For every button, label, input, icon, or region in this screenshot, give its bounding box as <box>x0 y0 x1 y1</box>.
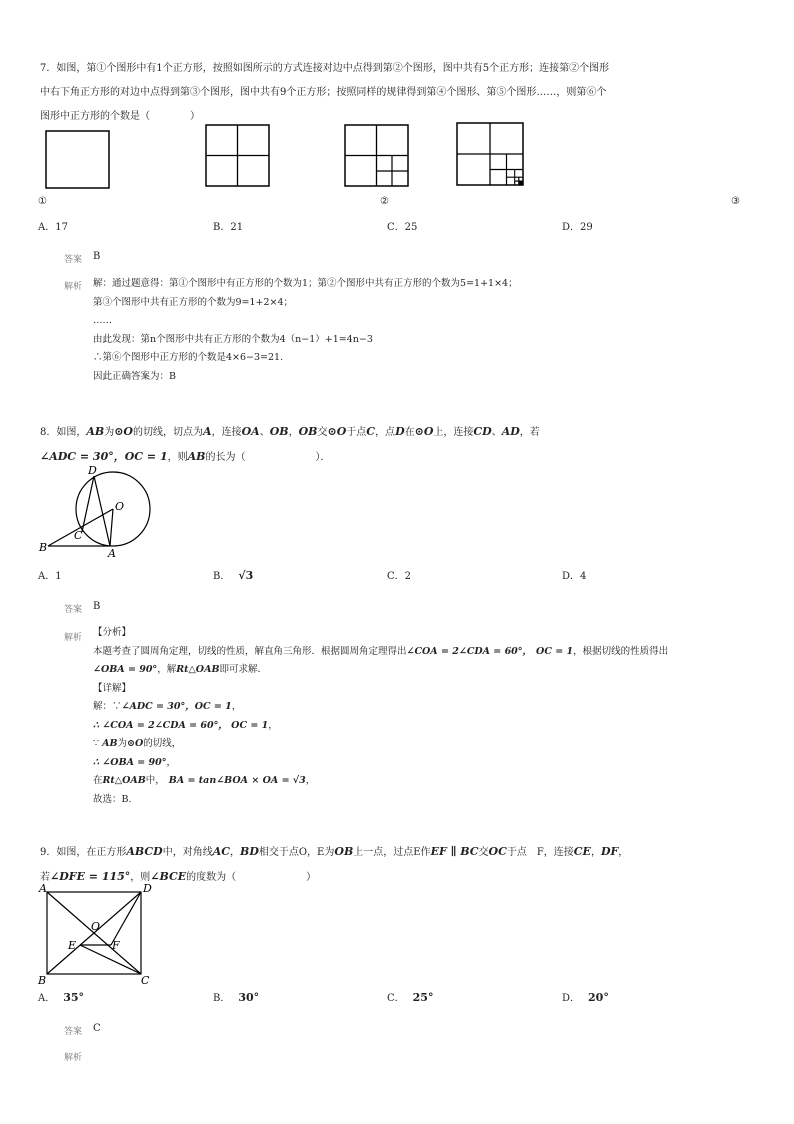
q7-answer-value: B <box>93 251 101 262</box>
q7-stem <box>40 57 760 129</box>
q8-analysis-line: ∠OBA = 90°，解Rt△OAB即可求解． <box>93 664 267 675</box>
q9-analysis-label: 解析 <box>64 1053 83 1063</box>
q9-answer-value: C <box>93 1023 101 1034</box>
q7-fig-label-3: ③ <box>731 196 740 207</box>
q7-figure-4 <box>456 122 526 188</box>
q7-analysis-line: ∴第⑥个图形中正方形的个数是4×6−3=21. <box>93 352 284 363</box>
q9-fig-label-A: A <box>39 882 47 895</box>
q8-analysis-line: 本题考查了圆周角定理，切线的性质，解直角三角形．根据圆周角定理得出∠COA = 2∠CDA = 60°， OC = 1，根据切线的性质得出 <box>93 645 669 657</box>
q8-analysis-line: ∴ ∠OBA = 90°， <box>93 756 177 768</box>
q7-analysis <box>93 275 518 386</box>
q7-figure-1 <box>45 130 111 190</box>
q7-analysis-line: 解：通过题意得：第①个图形中有正方形的个数为1；第②个图形中共有正方形的个数为5=1+1×4； <box>93 278 518 289</box>
q8-line2: ∠ADC = 30°，OC = 1，则AB的长为（ ）． <box>40 450 331 463</box>
q8-choice-b[interactable] <box>213 567 253 582</box>
q9-fig-label-F: F <box>112 939 120 952</box>
q8-fig-label-C: C <box>74 529 83 542</box>
q8-analysis-heading: 【详解】 <box>93 682 132 694</box>
q8-choice-b-letter: B． <box>213 571 231 582</box>
q8-analysis-line: 故选：B. <box>93 793 132 805</box>
q9-choice-b[interactable]: B． 30° <box>213 991 260 1004</box>
q7-choice-d[interactable]: D．29 <box>562 222 593 233</box>
q8-analysis-line: 解：∵∠ADC = 30°，OC = 1， <box>93 701 242 712</box>
q9-fig-label-E: E <box>68 939 77 952</box>
q8-analysis-line: ∴ ∠COA = 2∠CDA = 60°， OC = 1， <box>93 719 278 731</box>
q7-figure-3 <box>344 124 410 188</box>
q7-answer-label: 答案 <box>64 255 83 265</box>
q8-fig-label-B: B <box>39 541 48 554</box>
q8-analysis-line: 在Rt△OAB中， BA = tan∠BOA × OA = √3， <box>93 775 316 786</box>
q7-line3: 图形中正方形的个数是（ ） <box>40 111 200 122</box>
q7-choice-c[interactable]: C．25 <box>387 222 418 233</box>
q8-fig-label-A: A <box>108 547 116 560</box>
q9-choice-c[interactable]: C． 25° <box>387 991 434 1004</box>
q9-choice-d[interactable]: D． 20° <box>562 991 609 1004</box>
q8-answer-label: 答案 <box>64 605 83 615</box>
q7-analysis-line: …… <box>93 315 112 326</box>
q7-line2: 中右下角正方形的对边中点得到第③个图形，图中共有9个正方形；按照同样的规律得到第④个图形、第⑤个图形……，则第⑥个 <box>40 87 607 98</box>
q8-analysis <box>93 624 733 809</box>
q8-fig-label-O: O <box>115 500 125 513</box>
q7-fig-label-2: ② <box>380 196 389 207</box>
q7-choice-b[interactable]: B．21 <box>213 222 244 233</box>
q8-choice-d[interactable]: D．4 <box>562 571 587 582</box>
q7-choice-a[interactable]: A．17 <box>38 222 68 233</box>
q8-choice-c[interactable]: C．2 <box>387 571 412 582</box>
q7-line1: 7．如图，第①个图形中有1个正方形，按照如图所示的方式连接对边中点得到第②个图形，图中共有5个正方形；连接第②个图形 <box>40 63 610 74</box>
q8-answer-value: B <box>93 601 101 612</box>
q9-choice-a[interactable]: A． 35° <box>38 991 85 1004</box>
q7-analysis-line: 因此正确答案为：B <box>93 370 176 382</box>
q9-figure <box>36 880 156 986</box>
q8-analysis-line: ∵ AB为⊙O的切线， <box>93 738 182 749</box>
q9-fig-label-B: B <box>38 974 47 987</box>
q8-fig-label-D: D <box>88 464 97 477</box>
q8-line1: 8．如图，AB为⊙O的切线，切点为A，连接OA、OB，OB交⊙O于点C，点D在⊙O上，连接CD、AD，若 <box>40 425 540 438</box>
q9-answer-label: 答案 <box>64 1027 83 1037</box>
q9-fig-label-C: C <box>141 974 150 987</box>
q9-fig-label-O: O <box>91 920 101 933</box>
q9-fig-label-D: D <box>143 882 152 895</box>
q7-figure-2 <box>205 124 271 188</box>
q7-analysis-line: 由此发现：第n个图形中共有正方形的个数为4（n−1）+1=4n−3 <box>93 333 373 345</box>
q7-analysis-label: 解析 <box>64 282 83 292</box>
q8-figure <box>36 462 160 558</box>
q8-analysis-heading: 【分析】 <box>93 627 132 638</box>
q9-line2: 若∠DFE = 115°，则∠BCE的度数为（ ） <box>40 870 317 883</box>
q8-choice-a[interactable]: A．1 <box>38 571 62 582</box>
q8-analysis-label: 解析 <box>64 633 83 643</box>
q7-analysis-line: 第③个图形中共有正方形的个数为9=1+2×4； <box>93 296 294 308</box>
q8-choice-b-math: √3 <box>238 569 254 582</box>
q9-line1: 9．如图，在正方形ABCD中，对角线AC，BD相交于点O，E为OB上一点，过点E作EF ∥ BC交OC于点 F，连接CE，DF， <box>40 845 629 858</box>
q7-fig-label-1: ① <box>38 196 47 207</box>
